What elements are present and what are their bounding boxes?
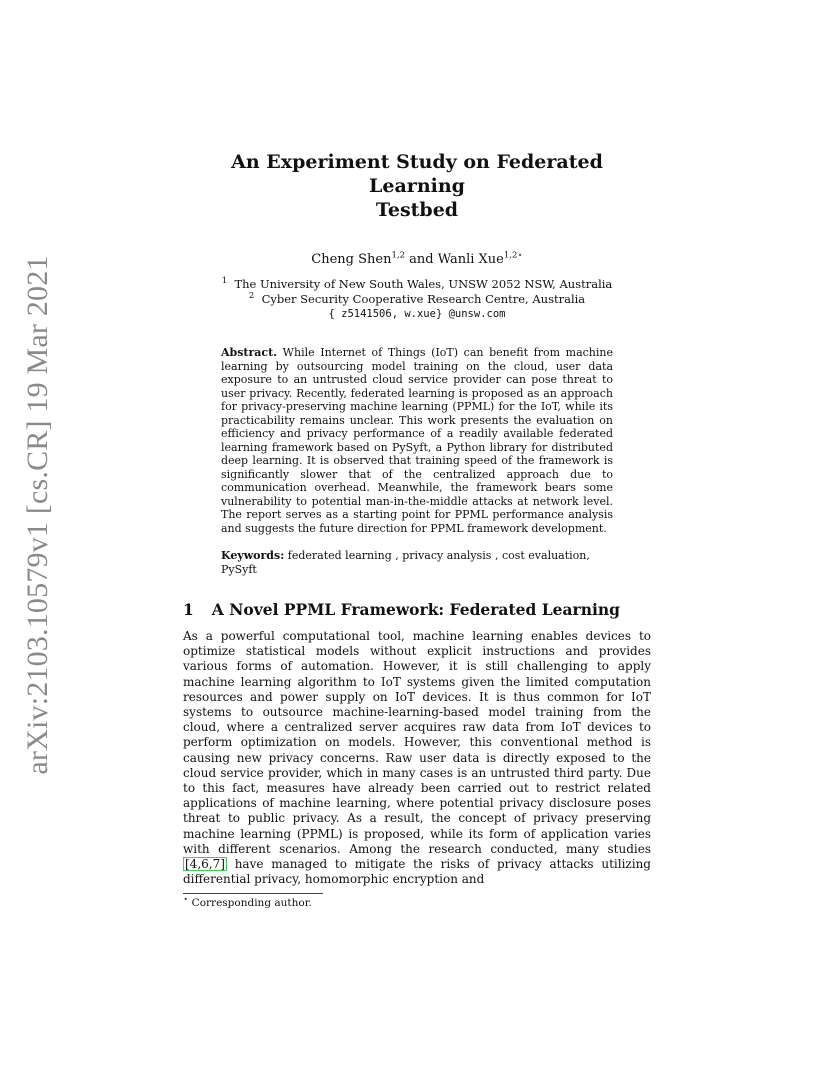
affiliation-1 [183, 277, 651, 292]
title-line-1: An Experiment Study on Federated Learning [231, 151, 603, 197]
keywords-label: Keywords: [221, 549, 285, 562]
citation-link[interactable]: [4,6,7] [185, 857, 225, 872]
keywords-text: federated learning , privacy analysis , cost evaluation, PySyft [221, 549, 590, 576]
author-emails: { z5141506, w.xue} @unsw.com [328, 308, 506, 320]
affiliation-2 [183, 292, 651, 307]
author-affiliation-mark: 1,2⋆ [503, 250, 523, 261]
section-number: 1 [183, 600, 194, 619]
footnote [183, 894, 651, 910]
affiliation-text: Cyber Security Cooperative Research Centre, Australia [261, 292, 586, 306]
paper-title [183, 150, 651, 222]
affiliations [183, 277, 651, 322]
body-text-after-citation: have managed to mitigate the risks of privacy attacks utilizing differential privacy, homomorphic encryption and [183, 857, 651, 887]
abstract-label: Abstract. [221, 346, 278, 359]
footnote-divider [183, 893, 323, 894]
author-list [183, 252, 651, 267]
abstract [221, 346, 613, 535]
footnote-text: Corresponding author. [191, 897, 312, 910]
author-affiliation-mark: 1,2 [391, 250, 405, 261]
author-name: Cheng Shen [311, 252, 392, 267]
body-paragraph [183, 629, 651, 887]
paper-page [183, 150, 651, 909]
footnote-mark: ⋆ [183, 894, 189, 905]
keywords [221, 549, 613, 576]
arxiv-identifier: arXiv:2103.10579v1 [cs.CR] 19 Mar 2021 [21, 255, 54, 775]
abstract-text: While Internet of Things (IoT) can benefit from machine learning by outsourcing model training on the cloud, user data exposure to an untrusted cloud service provider can pose threat to user privacy. Recently, federated learning is proposed as an approach for privacy-preserving machine learning (PPML) for the IoT, while its practicability remains unclear. This work presents the evaluation on efficiency and privacy performance of a readily available federated learning framework based on PySyft, a Python library for distributed deep learning. It is observed that training speed of the framework is significantly slower that of the centralized approach due to communication overhead. Meanwhile, the framework bears some vulnerability to potential man-in-the-middle attacks at network level. The report serves as a starting point for PPML performance analysis and suggests the future direction for PPML framework development. [221, 346, 613, 535]
author-name: Wanli Xue [437, 252, 504, 267]
affiliation-text: The University of New South Wales, UNSW 2052 NSW, Australia [234, 277, 613, 291]
body-text-before-citation: As a powerful computational tool, machine learning enables devices to optimize statistical models without explicit instructions and provides various forms of automation. However, it is still challenging to apply machine learning algorithm to IoT systems given the limited computation resources and power supply on IoT devices. It is thus common for IoT systems to outsource machine-learning-based model training from the cloud, where a centralized server acquires raw data from IoT devices to perform optimization on models. However, this conventional method is causing new privacy concerns. Raw user data is directly exposed to the cloud service provider, which in many cases is an untrusted third party. Due to this fact, measures have already been carried out to restrict related applications of machine learning, where potential privacy disclosure poses threat to public privacy. As a result, the concept of privacy preserving machine learning (PPML) is proposed, while its form of application varies with different scenarios. Among the research conducted, many studies [183, 629, 651, 856]
affiliation-mark: 2 [248, 291, 255, 302]
affiliation-mark: 1 [221, 276, 228, 287]
title-line-2: Testbed [375, 199, 459, 221]
arxiv-sidebar [16, 255, 60, 775]
section-heading [183, 600, 651, 619]
section-title: A Novel PPML Framework: Federated Learning [211, 600, 620, 619]
author-conjunction: and [409, 252, 434, 267]
